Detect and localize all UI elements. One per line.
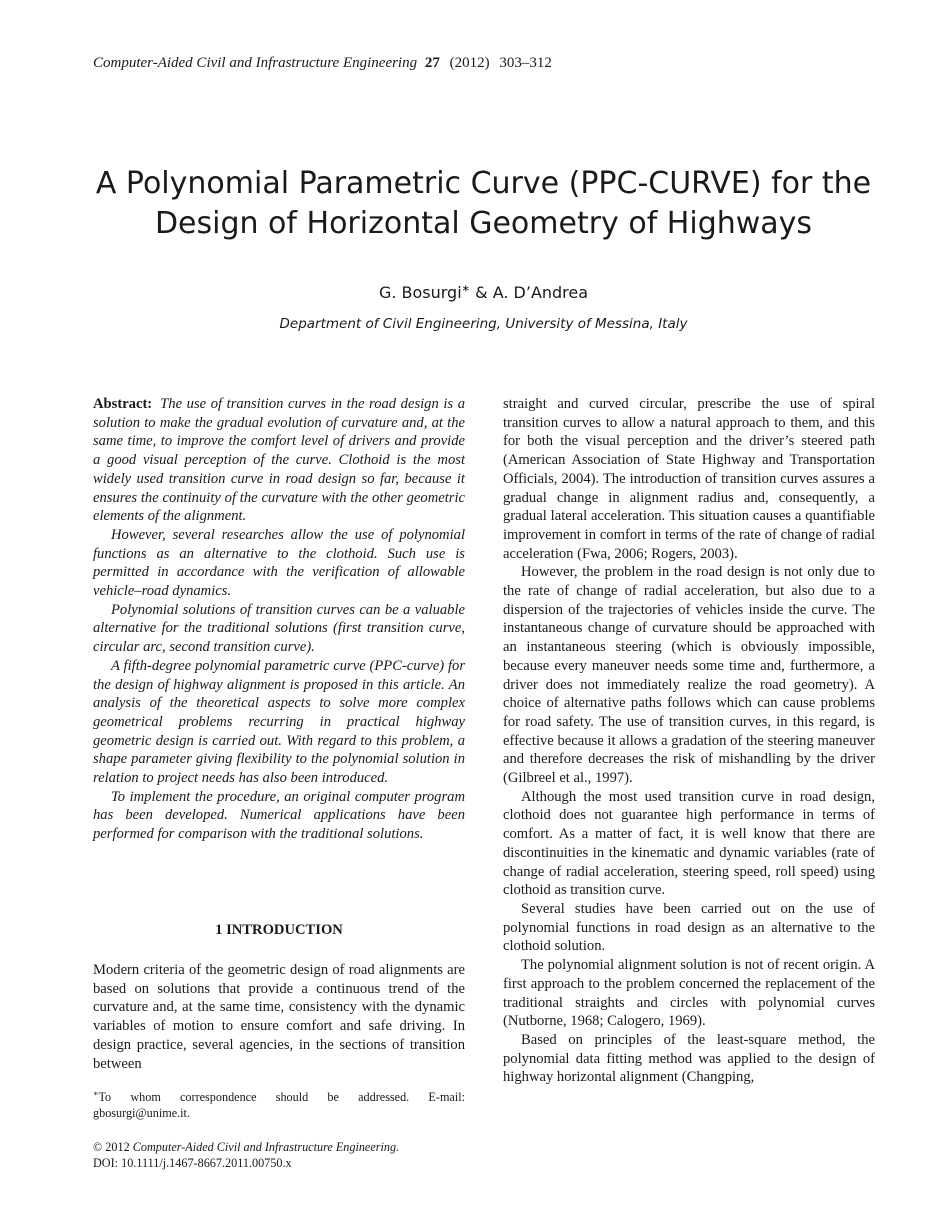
right-paragraph-6: Based on principles of the least-square method, the polynomial data fitting method was applied to the design of highway horizontal alignment (Changping,: [503, 1031, 875, 1086]
right-paragraph-4: Several studies have been carried out on the use of polynomial functions in road design as an alternative to the clothoid solution.: [503, 900, 875, 955]
intro-paragraph-1: Modern criteria of the geometric design of road alignments are based on solutions that provide a continuous trend of the curvature and, at the same time, consistency with the dynamic variables of motion to ensure comfort and safe driving. In design practice, several agencies, in the sections of transition between: [93, 962, 465, 1072]
section-heading-introduction: 1 INTRODUCTION: [215, 922, 343, 938]
right-paragraph-5: The polynomial alignment solution is not of recent origin. A first approach to the problem concerned the replacement of the traditional straights and circles with polynomial curves (Nutborne, 1968; Calogero, 1969).: [503, 957, 875, 1030]
title-line-2: Design of Horizontal Geometry of Highways: [154, 206, 813, 241]
affiliation: Department of Civil Engineering, University of Messina, Italy: [279, 316, 688, 332]
abstract-label: Abstract:: [93, 396, 153, 412]
author-rest: & A. D’Andrea: [470, 283, 589, 302]
abstract: [93, 395, 465, 844]
doi: DOI: 10.1111/j.1467-8667.2011.00750.x: [93, 1156, 292, 1170]
journal-volume: 27: [424, 55, 440, 71]
right-paragraph-1: straight and curved circular, prescribe the use of spiral transition curves to allow a natural approach to them, and this for both the visual perception and the driver’s steered path (American Association of State Highway and Transportation Officials, 2004). The introduction of transition curves assures a gradual change in alignment radius and, consequently, a gradual lateral acceleration. This situation causes a quantifiable improvement in comfort in terms of the rate of change of radial acceleration (Fwa, 2006; Rogers, 2003).: [503, 396, 875, 562]
footnote: [93, 1086, 465, 1121]
abstract-paragraph-3: Polynomial solutions of transition curves can be a valuable alternative for the traditional solutions (first transition curve, circular arc, second transition curve).: [93, 601, 465, 656]
author-first: G. Bosurgi: [378, 283, 462, 302]
abstract-paragraph-4: A fifth-degree polynomial parametric curve (PPC-curve) for the design of highway alignment is proposed in this article. An analysis of the theoretical aspects to solve more complex geometrical problems recurring in practical highway geometric design is carried out. With regard to this problem, a shape parameter giving flexibility to the polynomial solution in relation to project needs has also been introduced.: [93, 657, 465, 787]
copyright-block: [93, 1139, 465, 1171]
abstract-paragraph-2: However, several researches allow the use of polynomial functions as an alternative to the clothoid. Such use is permitted in accordance with the verification of allowable vehicle–road dynamics.: [93, 526, 465, 600]
journal-header: [93, 55, 552, 72]
abstract-paragraph-1: [93, 395, 465, 526]
right-paragraph-3: Although the most used transition curve in road design, clothoid does not guarantee high performance in terms of comfort. As a matter of fact, it is well know that there are discontinuities in the kinematic and dynamic variables (rate of change of radial acceleration, steering speed, roll speed) using clothoid as transition curve.: [503, 788, 875, 899]
journal-name: Computer-Aided Civil and Infrastructure Engineering: [93, 55, 418, 71]
abstract-paragraph-5: To implement the procedure, an original computer program has been developed. Numerical applications have been performed for comparison with the traditional solutions.: [93, 788, 465, 843]
title-line-1: A Polynomial Parametric Curve (PPC-CURVE) for the: [95, 166, 872, 201]
copyright-journal: Computer-Aided Civil and Infrastructure Engineering.: [132, 1140, 400, 1154]
journal-year: (2012): [449, 55, 490, 71]
journal-pages: 303–312: [499, 55, 552, 71]
paper-title: [0, 164, 925, 244]
author-list: [0, 283, 925, 302]
right-paragraph-2: However, the problem in the road design is not only due to the rate of change of radial acceleration, but also due to a dispersion of the trajectories of vehicles inside the curve. The instantaneous change of curvature should be approached with an instantaneous steering (which is obviously impossible, because every maneuver needs some time and, furthermore, a driver does not immediately realize the road geometry). A choice of alternative paths follows which can cause problems for road safety. The use of transition curves, in this regard, is effective because it allows a gradation of the steering maneuver and therefore decreases the risk of mishandling by the driver (Gilbreel et al., 1997).: [503, 564, 875, 787]
right-column: [503, 395, 875, 1087]
correspondence-marker: ∗: [461, 283, 471, 295]
footnote-marker: ∗: [93, 1089, 99, 1098]
footnote-text: To whom correspondence should be addressed. E-mail: gbosurgi@unime.it.: [93, 1090, 465, 1121]
copyright-prefix: © 2012: [93, 1140, 133, 1154]
introduction-body: [93, 961, 465, 1073]
abstract-p1-text: The use of transition curves in the road design is a solution to make the gradual evolution of curvature and, at the same time, to improve the comfort level of drivers and provide a good visual perception of the curve. Clothoid is the most widely used transition curve in road design so far, because it ensures the continuity of the curvature with the other geometric elements of the alignment.: [93, 396, 465, 525]
